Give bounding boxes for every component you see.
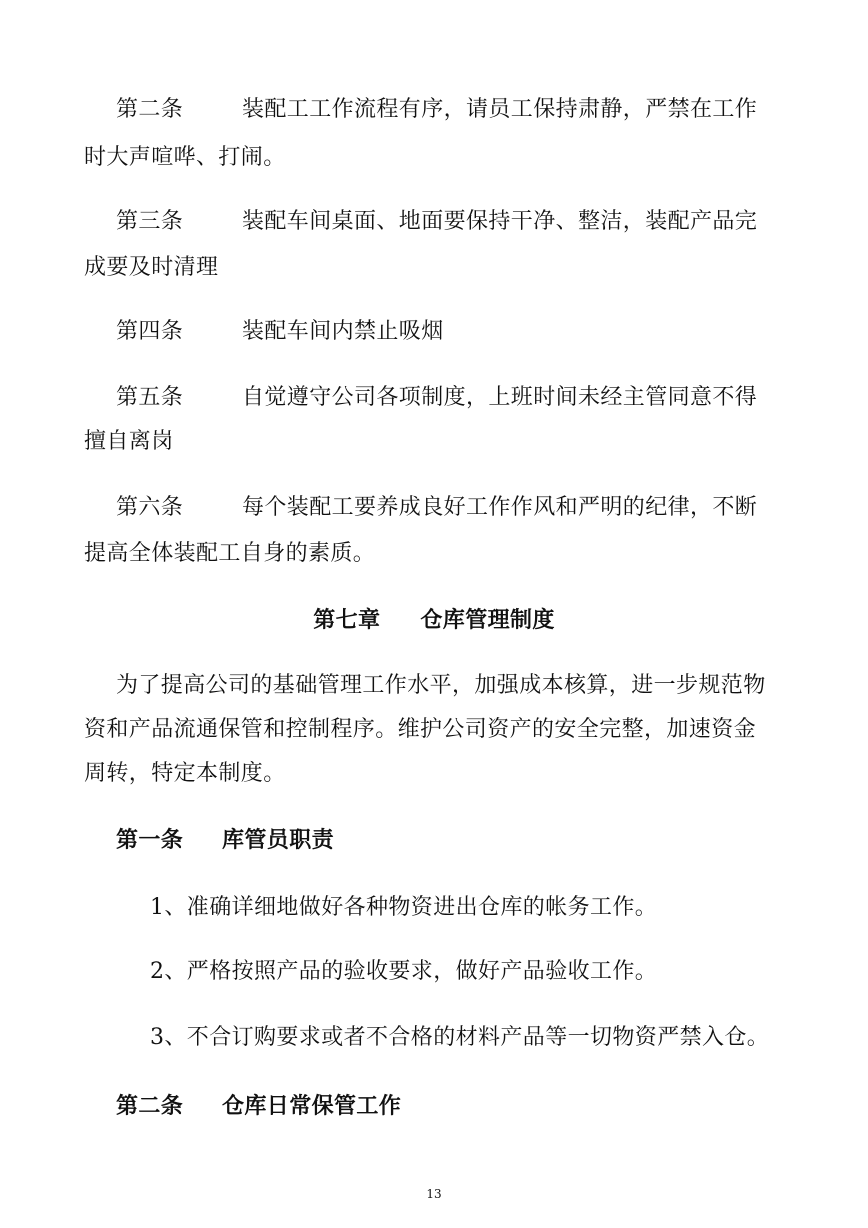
article-5-line-2: 擅自离岗 (84, 429, 174, 454)
section-1-item-2: 2、严格按照产品的验收要求，做好产品验收工作。 (150, 959, 658, 984)
chapter-title: 仓库管理制度 (420, 607, 555, 633)
article-2-line-2: 时大声喧哗、打闹。 (84, 145, 286, 170)
chapter-heading (0, 604, 868, 636)
article-3-line-1 (116, 206, 786, 238)
section-label: 第一条 (116, 827, 184, 853)
intro-line-1: 为了提高公司的基础管理工作水平，加强成本核算，进一步规范物 (116, 673, 766, 698)
article-text: 装配车间桌面、地面要保持干净、整洁，装配产品完 (242, 209, 758, 234)
article-label: 第六条 (116, 495, 184, 520)
article-label: 第三条 (116, 209, 184, 234)
intro-line-3: 周转，特定本制度。 (84, 761, 286, 786)
article-label: 第二条 (116, 97, 184, 122)
section-1-heading (116, 824, 786, 856)
article-6-line-1 (116, 492, 786, 524)
article-3-line-2: 成要及时清理 (84, 255, 219, 280)
page-number: 13 (426, 1187, 442, 1201)
article-4-line-1 (116, 316, 786, 348)
chapter-number: 第七章 (313, 607, 381, 633)
section-1-item-3: 3、不合订购要求或者不合格的材料产品等一切物资严禁入仓。 (150, 1025, 770, 1050)
article-6-line-2: 提高全体装配工自身的素质。 (84, 541, 376, 566)
section-2-heading (116, 1090, 786, 1122)
section-title: 仓库日常保管工作 (222, 1093, 402, 1119)
article-5-line-1 (116, 382, 786, 414)
article-label: 第四条 (116, 319, 184, 344)
article-label: 第五条 (116, 385, 184, 410)
article-text: 装配工工作流程有序，请员工保持肃静，严禁在工作 (242, 97, 758, 122)
article-text: 装配车间内禁止吸烟 (242, 319, 444, 344)
article-text: 每个装配工要养成良好工作作风和严明的纪律，不断 (242, 495, 758, 520)
article-text: 自觉遵守公司各项制度，上班时间未经主管同意不得 (242, 385, 758, 410)
intro-line-2: 资和产品流通保管和控制程序。维护公司资产的安全完整，加速资金 (84, 717, 757, 742)
section-1-item-1: 1、准确详细地做好各种物资进出仓库的帐务工作。 (150, 895, 658, 920)
section-label: 第二条 (116, 1093, 184, 1119)
section-title: 库管员职责 (222, 827, 335, 853)
article-2-line-1 (116, 94, 786, 126)
